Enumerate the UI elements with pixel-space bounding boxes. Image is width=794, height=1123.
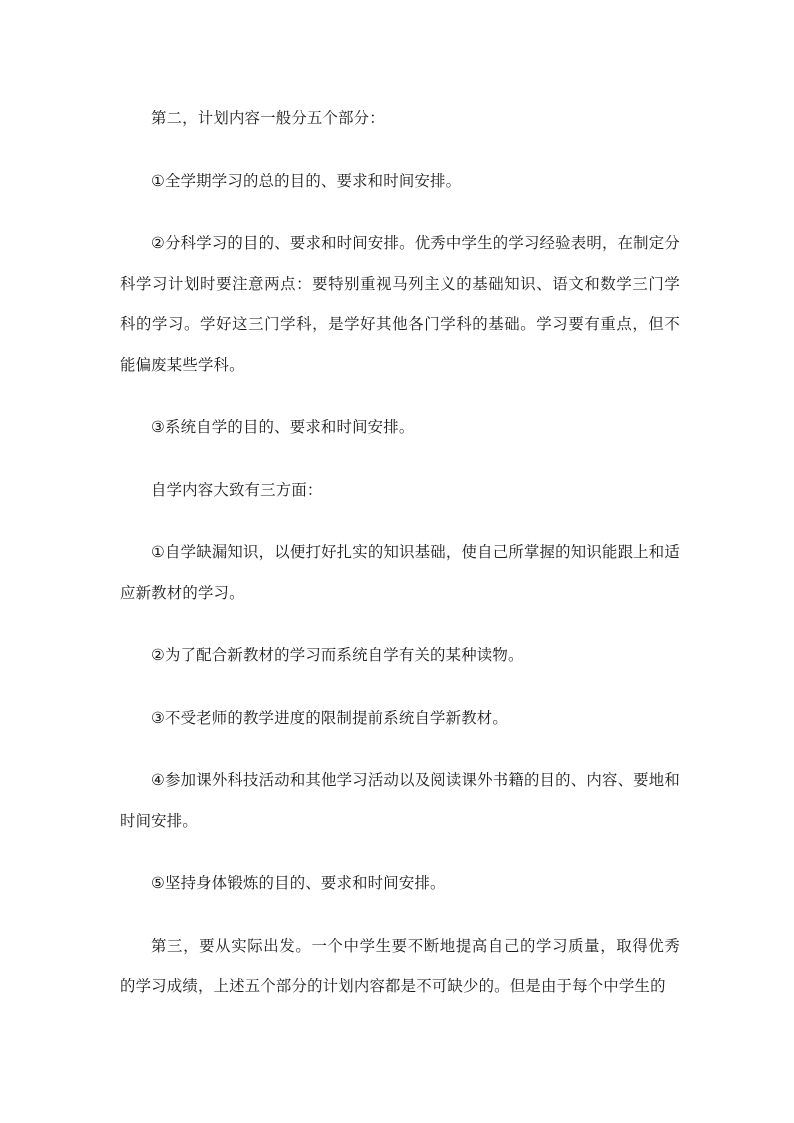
paragraph-practical-basis: 第三，要从实际出发。一个中学生要不断地提高自己的学习质量，取得优秀的学习成绩，上述五个部分的计划内容都是不可缺少的。但是由于每个中学生的 <box>120 936 680 995</box>
paragraph-physical-exercise: ⑤坚持身体锻炼的目的、要求和时间安排。 <box>151 874 446 892</box>
paragraph-extracurricular: ④参加课外科技活动和其他学习活动以及阅读课外书籍的目的、内容、要地和时间安排。 <box>120 771 680 830</box>
document-body <box>120 98 680 1029</box>
paragraph-self-study-goals: ③系统自学的目的、要求和时间安排。 <box>151 418 415 436</box>
paragraph-self-study-gaps: ①自学缺漏知识，以便打好扎实的知识基础，使自己所掌握的知识能跟上和适应新教材的学习。 <box>120 543 680 602</box>
paragraph-self-study-intro: 自学内容大致有三方面： <box>151 480 323 499</box>
paragraph-subject-study: ②分科学习的目的、要求和时间安排。优秀中学生的学习经验表明，在制定分科学习计划时要注意两点：要特别重视马列主义的基础知识、语文和数学三门学科的学习。学好这三门学科，是学好其他各门学科的基础。学习要有重点，但不能偏废某些学科。 <box>120 234 680 374</box>
paragraph-plan-parts-intro: 第二，计划内容一般分五个部分： <box>151 109 385 127</box>
paragraph-self-study-advance: ③不受老师的教学进度的限制提前系统自学新教材。 <box>151 708 508 727</box>
paragraph-semester-goals: ①全学期学习的总的目的、要求和时间安排。 <box>151 171 462 190</box>
paragraph-self-study-readings: ②为了配合新教材的学习而系统自学有关的某种读物。 <box>151 646 524 664</box>
